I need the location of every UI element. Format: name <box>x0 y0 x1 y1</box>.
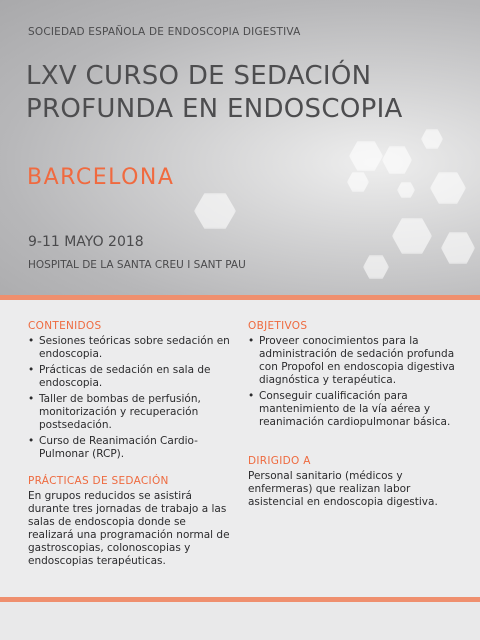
divider-band-bottom <box>0 597 480 602</box>
left-column <box>28 320 232 568</box>
city-name: BARCELONA <box>27 165 175 190</box>
dirigido-section <box>248 455 458 509</box>
list-item: • Taller de bombas de perfusión, monitorización y recuperación postsedación. <box>28 393 232 432</box>
contenidos-section <box>28 320 232 461</box>
content-panel <box>0 300 480 597</box>
practicas-section <box>28 475 232 568</box>
objetivos-heading: OBJETIVOS <box>248 320 308 332</box>
contenidos-heading: CONTENIDOS <box>28 320 102 332</box>
bokeh-light <box>397 182 415 198</box>
bokeh-light <box>382 146 412 174</box>
course-title <box>26 60 466 126</box>
objetivos-list <box>248 335 458 429</box>
course-title-line2: PROFUNDA EN ENDOSCOPIA <box>26 94 403 124</box>
dirigido-text: Personal sanitario (médicos y enfermeras) que realizan labor asistencial en endoscopia digestiva. <box>248 470 438 508</box>
contenidos-list <box>28 335 232 461</box>
event-venue: HOSPITAL DE LA SANTA CREU I SANT PAU <box>28 259 246 271</box>
list-item: • Sesiones teóricas sobre sedación en endoscopia. <box>28 335 232 361</box>
list-item: • Conseguir cualificación para mantenimiento de la vía aérea y reanimación cardiopulmonar básica. <box>248 390 458 429</box>
dirigido-heading: DIRIGIDO A <box>248 455 311 467</box>
bokeh-light <box>347 172 369 192</box>
bokeh-light <box>363 255 389 279</box>
society-name: SOCIEDAD ESPAÑOLA DE ENDOSCOPIA DIGESTIVA <box>28 26 301 38</box>
right-column <box>248 320 458 509</box>
hero-banner <box>0 0 480 296</box>
bokeh-light <box>194 193 236 229</box>
list-item: • Proveer conocimientos para la administración de sedación profunda con Propofol en endoscopia digestiva diagnóstica y terapéutica. <box>248 335 458 387</box>
bokeh-light <box>430 172 466 204</box>
bokeh-light <box>349 141 383 171</box>
practicas-heading: PRÁCTICAS DE SEDACIÓN <box>28 475 169 487</box>
course-title-line1: LXV CURSO DE SEDACIÓN <box>26 61 372 91</box>
bokeh-light <box>441 232 475 264</box>
bokeh-light <box>421 129 443 149</box>
bokeh-light <box>392 218 432 254</box>
list-item: • Curso de Reanimación Cardio-Pulmonar (RCP). <box>28 435 232 461</box>
list-item: • Prácticas de sedación en sala de endoscopia. <box>28 364 232 390</box>
event-dates: 9-11 MAYO 2018 <box>28 234 144 250</box>
objetivos-section <box>248 320 458 429</box>
practicas-text: En grupos reducidos se asistirá durante tres jornadas de trabajo a las salas de endoscopia donde se realizará una programación normal de gastroscopias, colonoscopias y endoscopias terapéuticas. <box>28 490 230 567</box>
